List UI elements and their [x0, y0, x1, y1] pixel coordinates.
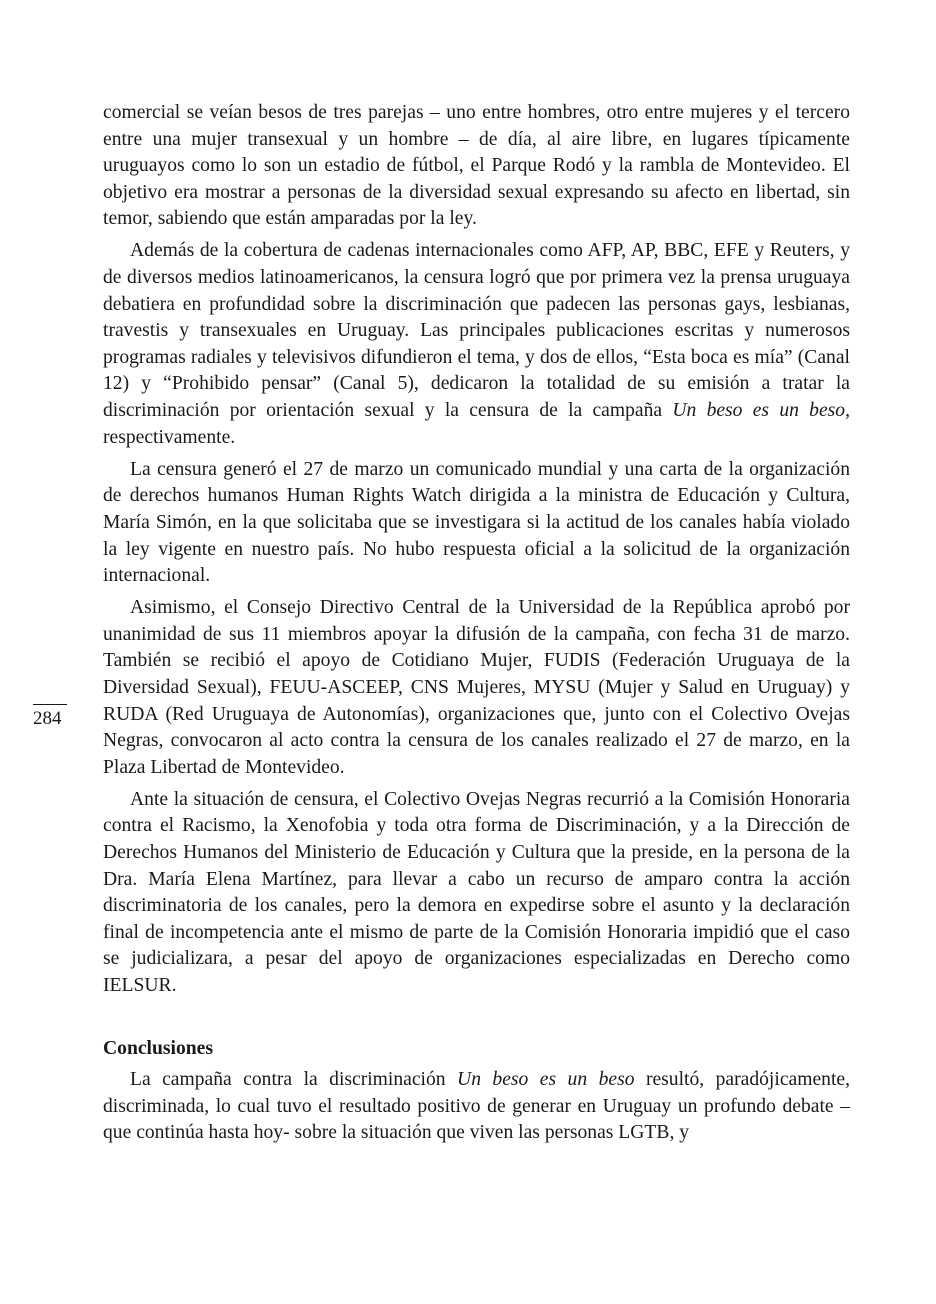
campaign-title: Un beso es un beso [672, 400, 846, 422]
body-paragraph-5: Ante la situación de censura, el Colectivo Ovejas Negras recurrió a la Comisión Honoraria contra el Racismo, la Xenofobia y toda otra forma de Discriminación, y a la Dirección de Derechos Humanos del Ministerio de Educación y Cultura que la preside, en la persona de la Dra. María Elena Martínez, para llevar a cabo un recurso de amparo contra la acción discriminatoria de los canales, pero la demora en expedirse sobre el asunto y la declaración final de incompetencia ante el mismo de parte de la Comisión Honoraria impidió que el caso se judicializara, a pesar del apoyo de organizaciones especializadas en Derecho como IELSUR. [103, 788, 850, 996]
section-heading: Conclusiones [103, 1037, 213, 1059]
paragraph-text: Además de la cobertura de cadenas internacionales como AFP, AP, BBC, EFE y Reuters, y de diversos medios latinoamericanos, la censura logró que por primera vez la prensa uruguaya debatiera en profundidad sobre la discriminación que padecen las personas gays, lesbianas, travestis y transexuales en Uruguay. Las principales publicaciones escritas y numerosos programas radiales y televisivos difundieron el tema, y dos de ellos, “Esta boca es mía” (Canal 12) y “Prohibido pensar” (Canal 5), dedicaron la totalidad de su emisión a tratar la discriminación por orientación sexual y la censura de la campaña [103, 240, 850, 422]
page-number: 284 [33, 704, 67, 730]
body-paragraph-2 [103, 238, 850, 451]
body-paragraph-4: Asimismo, el Consejo Directivo Central de la Universidad de la República aprobó por unanimidad de sus 11 miembros apoyar la difusión de la campaña, con fecha 31 de marzo. También se recibió el apoyo de Cotidiano Mujer, FUDIS (Federación Uruguaya de la Diversidad Sexual), FEUU-ASCEEP, CNS Mujeres, MYSU (Mujer y Salud en Uruguay) y RUDA (Red Uruguaya de Autonomías), organizaciones que, junto con el Colectivo Ovejas Negras, convocaron al acto contra la censura de los canales realizado el 27 de marzo, en la Plaza Libertad de Montevideo. [103, 597, 850, 778]
conclusions-paragraph [103, 1067, 850, 1147]
page-body [103, 100, 850, 1152]
body-paragraph-1: comercial se veían besos de tres parejas – uno entre hombres, otro entre mujeres y el tercero entre una mujer transexual y un hombre – de día, al aire libre, en lugares típicamente uruguayos como lo son un estadio de fútbol, el Parque Rodó y la rambla de Montevideo. El objetivo era mostrar a personas de la diversidad sexual expresando su afecto en libertad, sin temor, sabiendo que están amparadas por la ley. [103, 102, 850, 230]
paragraph-text: , respectivamente. [103, 400, 850, 448]
paragraph-text: resultó, paradójicamente, discriminada, lo cual tuvo el resultado positivo de generar en Uruguay un profundo debate –que continúa hasta hoy- sobre la situación que viven las personas LGTB, y [103, 1069, 850, 1144]
body-paragraph-3: La censura generó el 27 de marzo un comunicado mundial y una carta de la organización de derechos humanos Human Rights Watch dirigida a la ministra de Educación y Cultura, María Simón, en la que solicitaba que se investigara si la actitud de los canales había violado la ley vigente en nuestro país. No hubo respuesta oficial a la solicitud de la organización internacional. [103, 458, 850, 587]
paragraph-text: La campaña contra la discriminación [130, 1069, 458, 1091]
campaign-title: Un beso es un beso [457, 1069, 635, 1091]
